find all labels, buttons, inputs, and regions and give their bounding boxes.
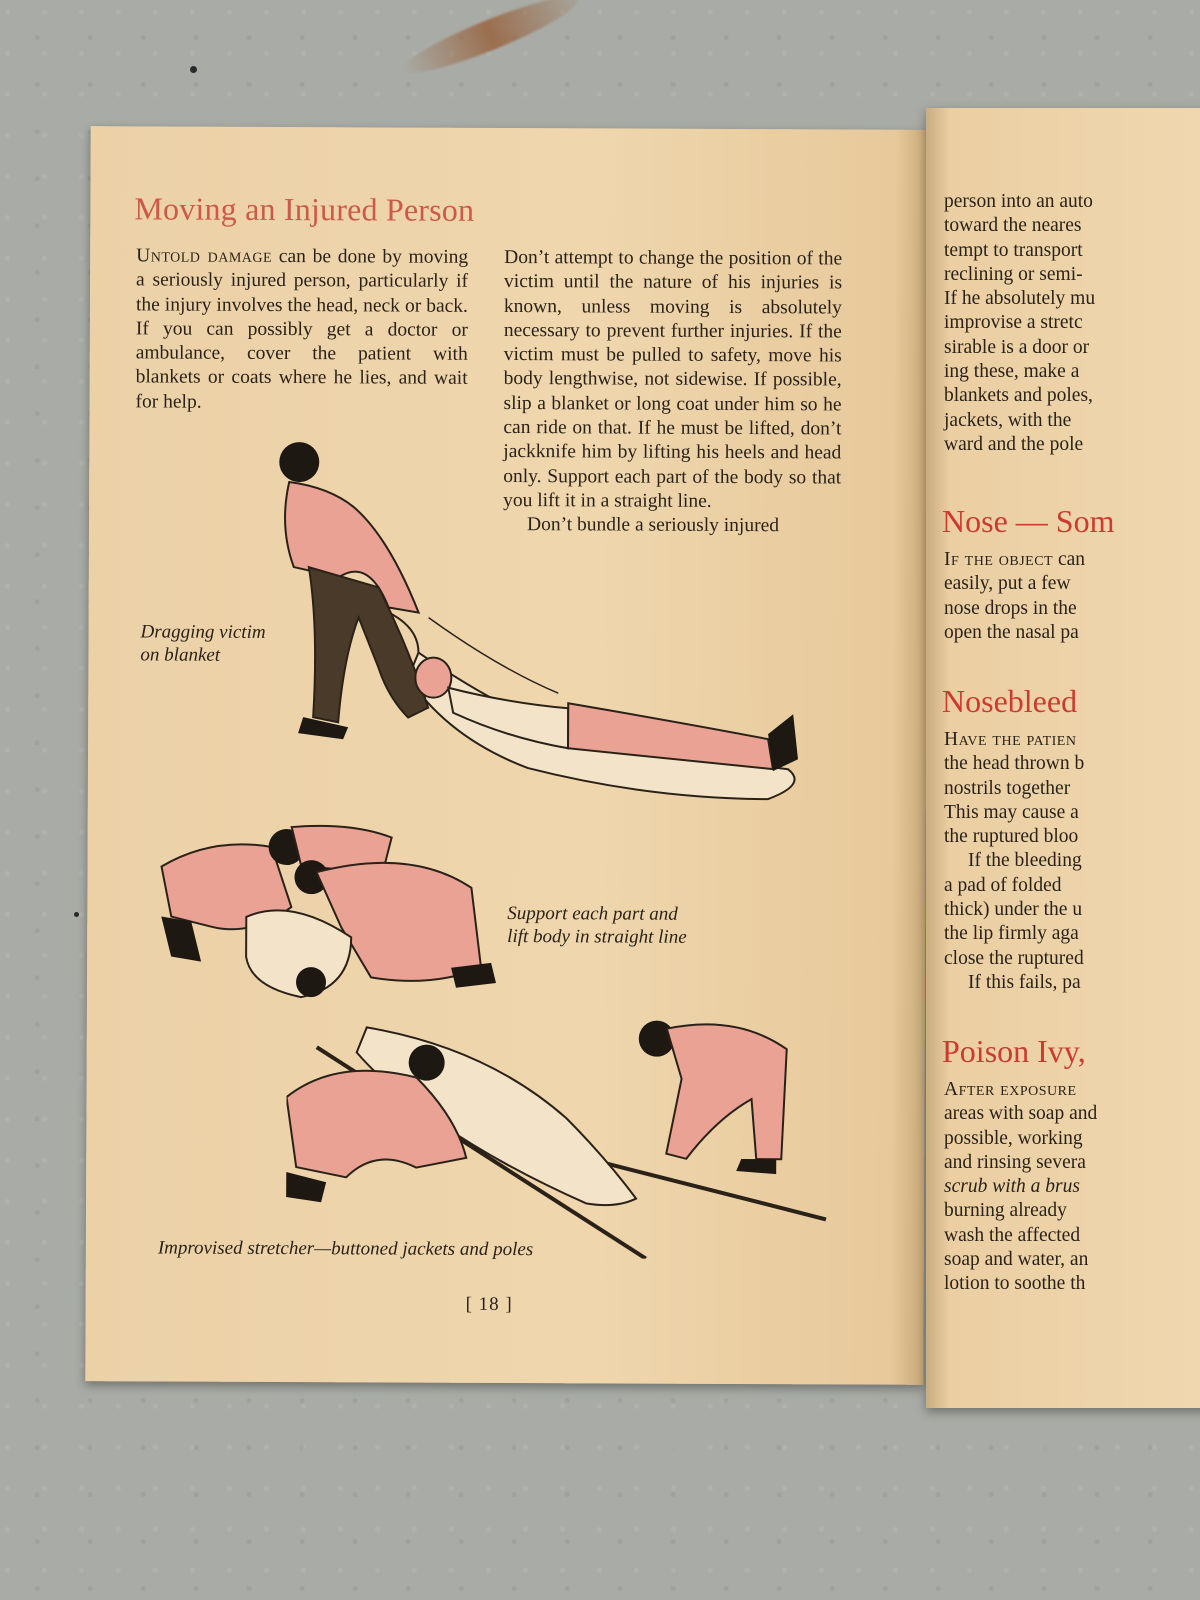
text-fragment: can bbox=[1053, 549, 1086, 570]
text-line: reclining or semi- bbox=[944, 263, 1083, 285]
illustration-dragging bbox=[268, 437, 830, 809]
nosebleed-text bbox=[944, 728, 1200, 995]
victim-head bbox=[296, 967, 326, 997]
text-line: This may cause a bbox=[944, 801, 1079, 823]
caption-stretcher: Improvised stretcher—buttoned jackets and poles bbox=[157, 1237, 534, 1261]
text-line: scrub with a brus bbox=[944, 1176, 1080, 1198]
text-line: the lip firmly aga bbox=[944, 923, 1079, 945]
text-line: If this fails, pa bbox=[968, 971, 1081, 993]
stain-mark bbox=[396, 0, 583, 84]
text-line: open the nasal pa bbox=[944, 621, 1079, 643]
poison-ivy-text bbox=[944, 1078, 1200, 1297]
text-line: Have the patien bbox=[944, 729, 1077, 750]
caption-line: Support each part and bbox=[507, 903, 678, 925]
text-line: easily, put a few bbox=[944, 573, 1071, 595]
text-line: ward and the pole bbox=[944, 433, 1084, 455]
left-page bbox=[85, 126, 928, 1385]
heading-nose: Nose — Som bbox=[942, 503, 1115, 539]
text-line: the ruptured bloo bbox=[944, 826, 1079, 848]
text-column-1 bbox=[135, 244, 468, 416]
paragraph-text: can be done by moving a seriously injured person, particularly if the injury involves the head, neck or back. If you can possibly get a doctor or ambulance, cover the patient with blankets or coats where he lies, and wait for help. bbox=[135, 245, 469, 413]
text-line: possible, working bbox=[944, 1127, 1083, 1149]
text-line: jackets, with the bbox=[944, 409, 1072, 431]
heading-nosebleed: Nosebleed bbox=[942, 683, 1078, 719]
text-line: If the bleeding bbox=[968, 850, 1082, 872]
text-line: ing these, make a bbox=[944, 361, 1080, 383]
text-line: toward the neares bbox=[944, 215, 1082, 237]
victim-shoe bbox=[768, 714, 798, 771]
paragraph-dont-bundle: Don’t bundle a seriously injured bbox=[526, 514, 780, 537]
text-line: improvise a stretc bbox=[944, 312, 1083, 334]
page-title: Moving an Injured Person bbox=[134, 190, 475, 228]
caption-line: Dragging victim bbox=[140, 621, 266, 643]
victim-head bbox=[415, 658, 451, 698]
illustration-lifting bbox=[151, 816, 512, 1018]
text-line: and rinsing severa bbox=[944, 1151, 1086, 1173]
text-line: lotion to soothe th bbox=[944, 1273, 1086, 1295]
rescuer-bending bbox=[666, 1024, 787, 1159]
page-number: [ 18 ] bbox=[465, 1293, 513, 1316]
text-line: blankets and poles, bbox=[944, 385, 1093, 407]
text-line: nostrils together bbox=[944, 777, 1071, 799]
paragraph-untold bbox=[135, 244, 468, 416]
text-line: wash the affected bbox=[944, 1224, 1081, 1246]
surface-speck bbox=[190, 66, 197, 73]
right-page bbox=[926, 108, 1200, 1408]
text-line: soap and water, an bbox=[944, 1249, 1089, 1271]
surface-speck bbox=[74, 912, 79, 917]
text-line: sirable is a door or bbox=[944, 336, 1090, 358]
caption-lifting bbox=[507, 902, 787, 949]
rescuer-head bbox=[409, 1045, 445, 1081]
text-line: burning already bbox=[944, 1200, 1067, 1222]
rescuer-shoe bbox=[736, 1159, 776, 1174]
lead-in: If the object bbox=[944, 549, 1054, 570]
text-line: nose drops in the bbox=[944, 597, 1077, 619]
text-line: person into an auto bbox=[944, 191, 1093, 212]
text-line: areas with soap and bbox=[944, 1103, 1098, 1125]
illustration-stretcher bbox=[286, 1007, 847, 1259]
text-line: thick) under the u bbox=[944, 899, 1083, 921]
right-intro-text bbox=[944, 190, 1200, 457]
caption-line: lift body in straight line bbox=[507, 926, 687, 948]
text-line: the head thrown b bbox=[944, 753, 1085, 775]
text-line bbox=[944, 548, 1200, 572]
paragraph-dont-attempt: Don’t attempt to change the position of the victim until the nature of his injuries is known, unless moving is absolutely necessary to prevent further injuries. If the victim must be pulled to safety, move his body lengthwise, not sidewise. If possible, slip a blanket or long coat under him so he can ride on that. If he must be lifted, don’t jackknife him by lifting his heels and head only. Support each part of the body so that you lift it in a straight line. bbox=[503, 246, 843, 512]
heading-poison-ivy: Poison Ivy, bbox=[942, 1033, 1086, 1069]
text-line: a pad of folded bbox=[944, 874, 1062, 896]
rescuer-head bbox=[279, 442, 319, 482]
text-line: tempt to transport bbox=[944, 239, 1083, 261]
rescuer-shoe bbox=[286, 1172, 326, 1202]
text-line: After exposure bbox=[944, 1079, 1077, 1100]
rescuer-shoe bbox=[298, 717, 348, 739]
nose-text bbox=[944, 548, 1200, 645]
text-line: If he absolutely mu bbox=[944, 288, 1096, 310]
text-line: close the ruptured bbox=[944, 947, 1084, 969]
rescuer-legs bbox=[308, 567, 429, 723]
caption-dragging bbox=[140, 620, 320, 667]
lead-in: Untold damage bbox=[136, 245, 273, 267]
caption-line: on blanket bbox=[140, 644, 221, 666]
